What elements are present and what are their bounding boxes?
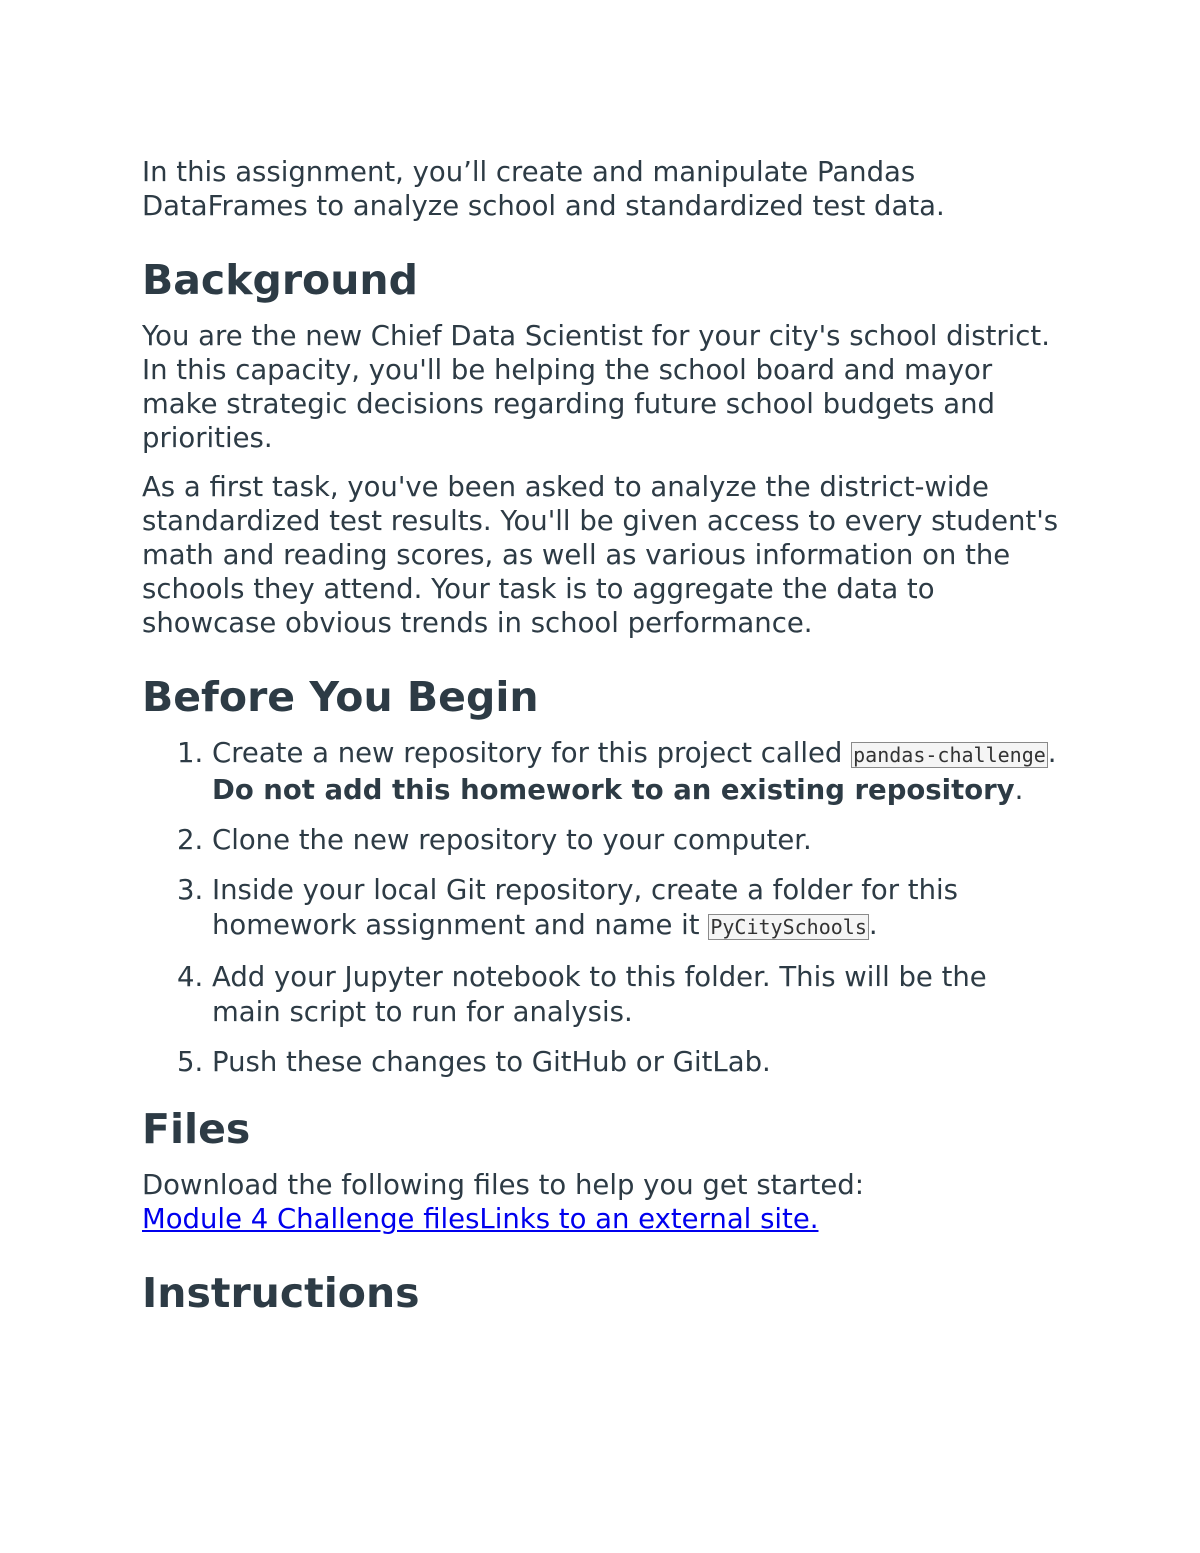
- step-warning-bold: Do not add this homework to an existing repository: [212, 774, 1015, 806]
- setup-step: 5. Push these changes to GitHub or GitLab.: [212, 1045, 1062, 1080]
- setup-step: [212, 873, 1062, 945]
- files-heading: Files: [142, 1105, 251, 1153]
- instructions-heading: Instructions: [142, 1269, 420, 1317]
- setup-steps-list: [142, 736, 1062, 1080]
- challenge-files-link[interactable]: Module 4 Challenge filesLinks to an external site.: [142, 1203, 819, 1235]
- step-text: Create a new repository for this project called: [212, 737, 852, 769]
- background-paragraph-2: As a first task, you've been asked to analyze the district-wide standardized test results. You'll be given access to every student's math and reading scores, as well as various information on the schools they attend. Your task is to aggregate the data to showcase obvious trends in school performance.: [142, 471, 1059, 639]
- files-paragraph: [142, 1168, 1062, 1236]
- step-text: Inside your local Git repository, create a folder for this homework assignment and name it: [212, 874, 958, 941]
- folder-name-code: PyCitySchools: [710, 915, 867, 939]
- step-text: .: [1047, 737, 1057, 769]
- before-you-begin-heading: Before You Begin: [142, 673, 539, 721]
- background-heading: Background: [142, 256, 418, 304]
- step-text: .: [868, 909, 878, 941]
- setup-step: 4. Add your Jupyter notebook to this folder. This will be the main script to run for analysis.: [212, 960, 1062, 1030]
- setup-step: [212, 736, 1062, 808]
- background-paragraph-1: You are the new Chief Data Scientist for your city's school district. In this capacity, you'll be helping the school board and mayor make strategic decisions regarding future school budgets and priorities.: [142, 320, 1050, 454]
- setup-step: 2. Clone the new repository to your computer.: [212, 823, 1062, 858]
- document-page: [142, 155, 1062, 1318]
- repository-name-code: pandas-challenge: [853, 743, 1046, 767]
- files-description: Download the following files to help you get started:: [142, 1169, 865, 1201]
- step-text: .: [1014, 774, 1024, 806]
- intro-paragraph: In this assignment, you’ll create and manipulate Pandas DataFrames to analyze school and standardized test data.: [142, 156, 945, 222]
